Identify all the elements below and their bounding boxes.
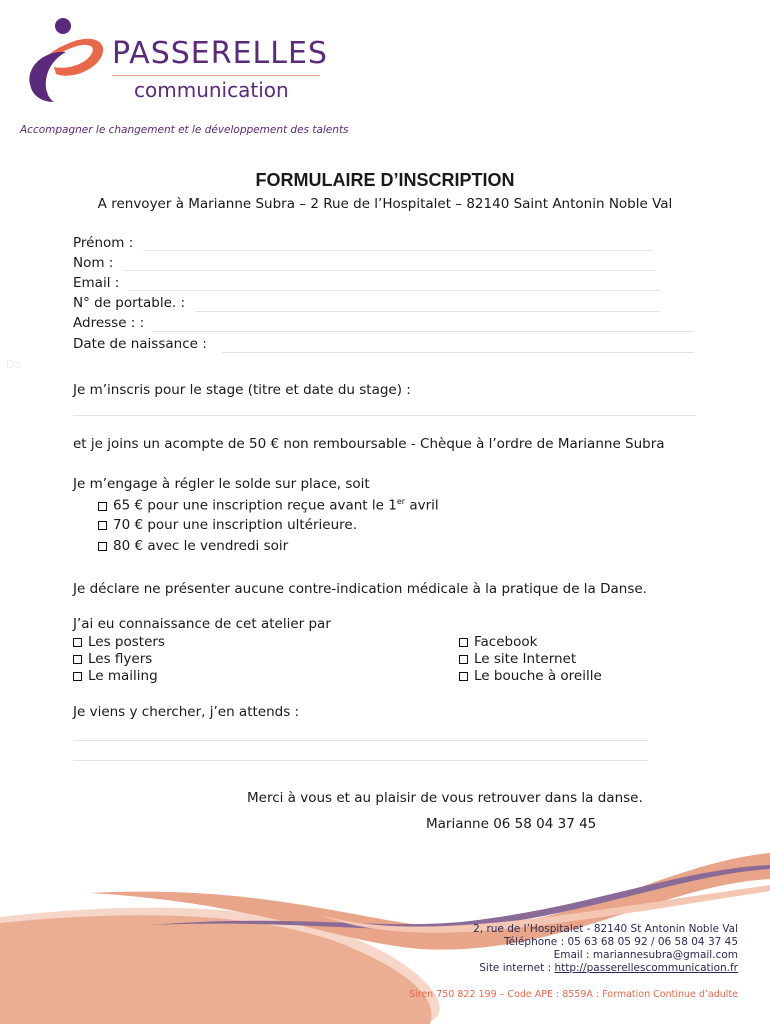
footer-site-label: Site internet : [479,962,555,974]
attentes-field-2[interactable] [73,760,648,761]
tarif-70-text: 70 € pour une inscription ultérieure. [113,517,357,533]
checkbox-icon[interactable] [98,542,107,551]
form-subtitle: A renvoyer à Marianne Subra – 2 Rue de l’Hospitalet – 82140 Saint Antonin Noble Val [97,196,673,212]
naissance-label: Date de naissance : [73,336,207,352]
checkbox-icon[interactable] [459,672,468,681]
source-facebook-label: Facebook [474,634,538,650]
footer-address: 2, rue de l’Hospitalet - 82140 St Antonin Noble Val [473,923,738,935]
source-bouche-label: Le bouche à oreille [474,668,602,684]
portable-label: N° de portable. : [73,295,186,311]
tagline: Accompagner le changement et le développement des talents [20,124,349,136]
signature-text: Marianne 06 58 04 37 45 [426,816,597,832]
source-posters-label: Les posters [88,634,165,650]
stray-mark: Da [6,358,22,371]
source-facebook[interactable] [459,634,537,650]
connaissance-text: J’ai eu connaissance de cet atelier par [73,616,331,632]
nom-label: Nom : [73,255,114,271]
tarif-65-option[interactable] [98,497,439,514]
passerelles-logo-icon [18,12,118,117]
footer-legal: Siren 750 822 199 – Code APE : 8559A : Formation Continue d’adulte [408,989,738,1000]
checkbox-icon[interactable] [73,672,82,681]
portable-field[interactable] [195,311,660,312]
footer-email: Email : mariannesubra@gmail.com [553,949,738,961]
stage-field[interactable] [73,415,696,416]
attentes-label: Je viens y chercher, j’en attends : [73,704,300,720]
adresse-field[interactable] [151,331,694,332]
source-mailing-label: Le mailing [88,668,158,684]
merci-text: Merci à vous et au plaisir de vous retrouver dans la danse. [247,790,643,806]
tarif-70-option[interactable] [98,517,357,533]
tarif-65-sup: er [396,497,406,506]
form-title: FORMULAIRE D’INSCRIPTION [255,170,515,190]
brand-subtitle: communication [134,78,289,102]
checkbox-icon[interactable] [98,502,107,511]
checkbox-icon[interactable] [73,655,82,664]
acompte-text: et je joins un acompte de 50 € non remboursable - Chèque à l’ordre de Marianne Subra [73,436,665,452]
brand-rule [112,75,320,76]
source-mailing[interactable] [73,668,158,684]
checkbox-icon[interactable] [98,521,107,530]
nom-field[interactable] [123,270,656,271]
prenom-field[interactable] [143,250,653,251]
attentes-field-1[interactable] [73,740,648,741]
source-posters[interactable] [73,634,165,650]
footer-telephone: Téléphone : 05 63 68 05 92 / 06 58 04 37 45 [503,936,738,948]
source-bouche[interactable] [459,668,602,684]
source-flyers-label: Les flyers [88,651,153,667]
checkbox-icon[interactable] [459,655,468,664]
brand-name: PASSERELLES [112,36,328,71]
engage-text: Je m’engage à régler le solde sur place, soit [73,476,370,492]
tarif-65-after: avril [405,497,439,514]
email-label: Email : [73,275,120,291]
checkbox-icon[interactable] [459,638,468,647]
tarif-65-text: 65 € pour une inscription reçue avant le 1 [113,497,397,514]
stage-label: Je m’inscris pour le stage (titre et date du stage) : [73,382,411,398]
checkbox-icon[interactable] [73,638,82,647]
adresse-label: Adresse : : [73,315,145,331]
footer-site-link[interactable]: http://passerellescommunication.fr [554,962,738,974]
source-site-label: Le site Internet [474,651,577,667]
footer-site [479,962,738,974]
email-field[interactable] [128,290,660,291]
prenom-label: Prénom : [73,235,134,251]
tarif-80-option[interactable] [98,538,288,554]
naissance-field[interactable] [222,352,694,353]
source-site[interactable] [459,651,576,667]
source-flyers[interactable] [73,651,152,667]
tarif-80-text: 80 € avec le vendredi soir [113,538,289,554]
declaration-text: Je déclare ne présenter aucune contre-indication médicale à la pratique de la Danse. [73,581,647,597]
